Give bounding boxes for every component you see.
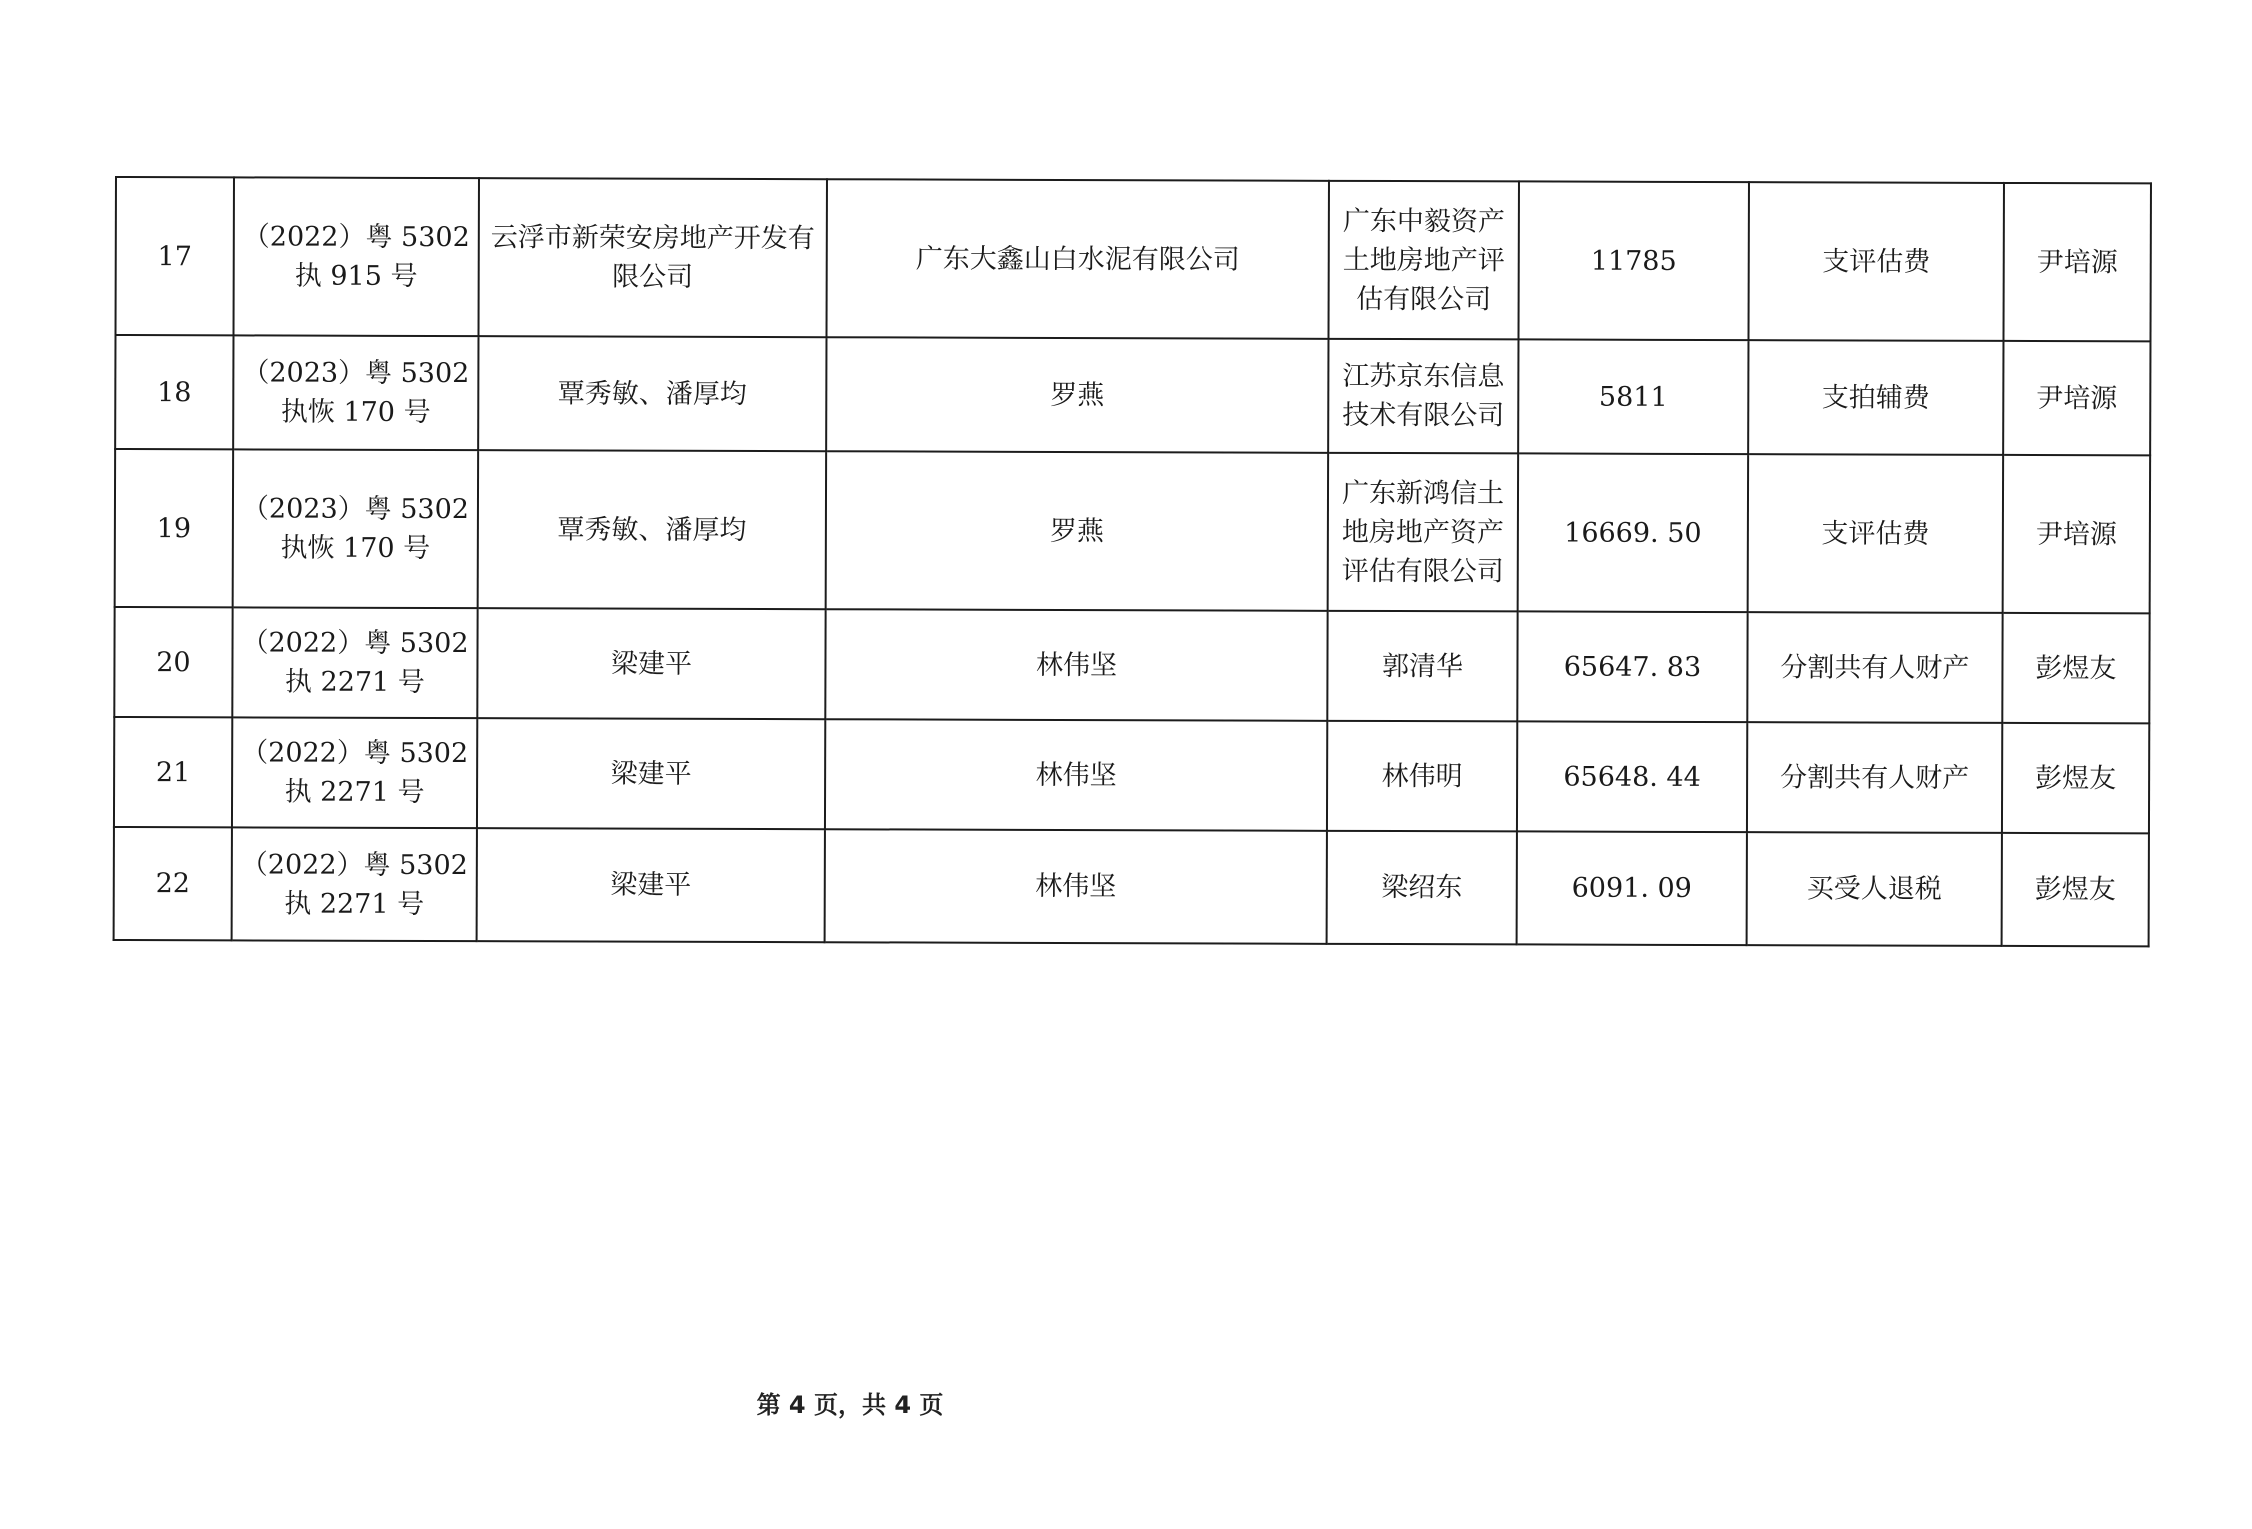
payment-item: 支评估费 (1748, 182, 2003, 341)
case-number: （2022）粤 5302 执 2271 号 (232, 827, 477, 941)
respondent: 林伟坚 (825, 719, 1327, 831)
table-row (115, 335, 2150, 455)
respondent: 林伟坚 (825, 829, 1327, 944)
row-number: 22 (114, 827, 232, 940)
payment-item: 分割共有人财产 (1747, 722, 2002, 833)
row-number: 21 (114, 717, 232, 827)
applicant: 梁建平 (477, 608, 825, 719)
judge: 尹培源 (2003, 455, 2150, 613)
row-number: 17 (116, 177, 234, 335)
applicant: 梁建平 (477, 828, 825, 942)
amount: 65648. 44 (1517, 721, 1747, 832)
amount: 11785 (1518, 181, 1748, 340)
recipient: 林伟明 (1327, 721, 1517, 832)
table-row (114, 827, 2149, 946)
respondent: 林伟坚 (825, 609, 1327, 721)
case-number: （2023）粤 5302 执恢 170 号 (233, 335, 478, 450)
records-table (113, 176, 2152, 947)
recipient: 江苏京东信息技术有限公司 (1328, 339, 1518, 454)
respondent: 罗燕 (826, 451, 1328, 611)
applicant: 云浮市新荣安房地产开发有限公司 (478, 178, 826, 337)
judge: 彭煜友 (2002, 613, 2149, 723)
payment-item: 支拍辅费 (1748, 340, 2003, 455)
case-number: （2023）粤 5302 执恢 170 号 (233, 449, 478, 608)
recipient: 梁绍东 (1327, 831, 1517, 945)
payment-item: 买受人退税 (1747, 832, 2002, 946)
payment-item: 分割共有人财产 (1747, 612, 2002, 723)
applicant: 覃秀敏、潘厚均 (478, 336, 826, 451)
judge: 彭煜友 (2002, 723, 2149, 833)
page-number-footer: 第 4 页，共 4 页 (756, 1391, 944, 1419)
applicant: 覃秀敏、潘厚均 (478, 450, 826, 609)
recipient: 广东中毅资产土地房地产评估有限公司 (1328, 181, 1518, 340)
row-number: 19 (115, 449, 233, 607)
case-number: （2022）粤 5302 执 2271 号 (232, 607, 477, 718)
amount: 65647. 83 (1517, 611, 1747, 722)
applicant: 梁建平 (477, 718, 825, 829)
judge: 彭煜友 (2002, 833, 2149, 946)
respondent: 罗燕 (826, 337, 1328, 453)
judge: 尹培源 (2003, 183, 2150, 341)
respondent: 广东大鑫山白水泥有限公司 (826, 179, 1328, 339)
amount: 6091. 09 (1517, 831, 1747, 945)
table-row (116, 177, 2151, 341)
amount: 5811 (1518, 339, 1748, 454)
case-number: （2022）粤 5302 执 915 号 (233, 177, 478, 336)
recipient: 郭清华 (1327, 611, 1517, 722)
row-number: 18 (115, 335, 233, 449)
row-number: 20 (114, 607, 232, 717)
table-row (114, 717, 2149, 833)
recipient: 广东新鸿信土地房地产资产评估有限公司 (1328, 453, 1518, 612)
table-row (114, 607, 2149, 723)
case-number: （2022）粤 5302 执 2271 号 (232, 717, 477, 828)
payment-item: 支评估费 (1748, 454, 2003, 613)
table-row (115, 449, 2150, 613)
amount: 16669. 50 (1518, 453, 1748, 612)
judge: 尹培源 (2003, 341, 2150, 455)
records-table-container (113, 176, 2150, 947)
